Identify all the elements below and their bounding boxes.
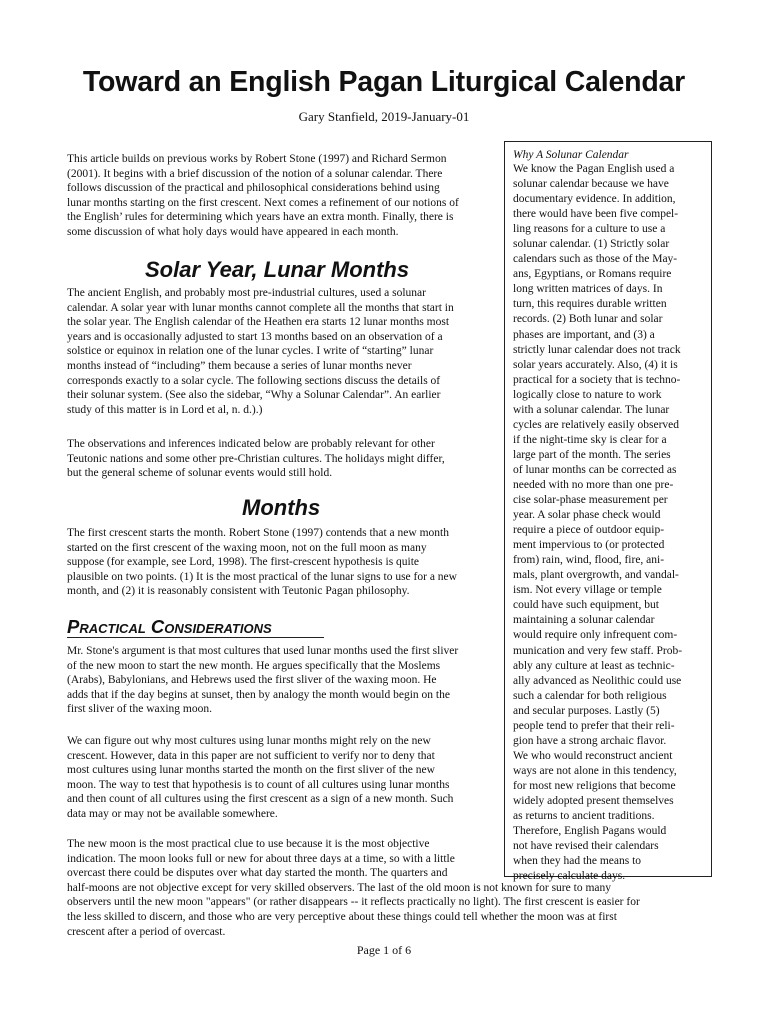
text-line: data may or may not be available somewhere. <box>67 807 278 820</box>
sidebar-line: could have such equipment, but <box>513 599 659 612</box>
text-line: study of this matter is in Lord et al, n. d.).) <box>67 403 263 416</box>
sidebar-line: turn, this requires durable written <box>513 298 667 311</box>
sidebar-line: solar years accurately. Also, (4) it is <box>513 358 678 371</box>
sidebar-line: such a calendar for both religious <box>513 689 667 702</box>
text-line: This article builds on previous works by Robert Stone (1997) and Richard Sermon <box>67 153 447 165</box>
sidebar-line: ism. Not every village or temple <box>513 584 662 597</box>
section-heading-solar-year: Solar Year, Lunar Months <box>145 257 410 282</box>
text-line: some discussion of what holy days would have appeared in each month. <box>67 225 399 238</box>
sidebar-line: with a solunar calendar. The lunar <box>513 403 670 416</box>
text-line: solstice or equinox in relation one of the lunar cycles. I write of “starting” lunar <box>67 345 434 358</box>
text-line: the English’ rules for determining which years have an extra month. Finally, there is <box>67 211 454 224</box>
sidebar-line: We know the Pagan English used a <box>513 163 675 175</box>
text-line: follows discussion of the practical and philosophical considerations behind using <box>67 182 440 195</box>
sidebar-line: We who would reconstruct ancient <box>513 749 673 762</box>
sidebar-line: there would have been five compel- <box>513 208 679 221</box>
text-line: most cultures using lunar months started the month on the first sliver of the new <box>67 764 435 777</box>
intro-paragraph <box>67 152 491 240</box>
text-line: and then count of all cultures using the first crescent as a sign of a new month. Such <box>67 793 454 806</box>
text-line: half-moons are not objective except for very skilled observers. The last of the old moon is not known for sure to many <box>67 881 611 894</box>
sidebar-line: maintaining a solunar calendar <box>513 614 655 627</box>
text-line: their solunar system. (See also the sidebar, “Why a Solunar Calendar”. An earlier <box>67 389 441 402</box>
sidebar-line: records. (2) Both lunar and solar <box>513 313 663 326</box>
practical-paragraph-1 <box>67 644 491 717</box>
sidebar-line: munication and very few staff. Prob- <box>513 644 683 657</box>
sidebar-line: of lunar months can be corrected as <box>513 463 677 476</box>
text-line: The first crescent starts the month. Robert Stone (1997) contends that a new month <box>67 527 449 539</box>
sidebar-line: ling reasons for a culture to use a <box>513 223 666 236</box>
sidebar-line: ally advanced as Neolithic could use <box>513 674 682 687</box>
sidebar-line: for most new religions that become <box>513 779 676 792</box>
sidebar-line: year. A solar phase check would <box>513 509 661 522</box>
text-line: moon. The way to test that hypothesis is to count of all cultures using lunar months <box>67 778 450 791</box>
sidebar-line: large part of the month. The series <box>513 448 671 461</box>
text-line: months instead of “including” them because a series of lunar months never <box>67 359 412 372</box>
sidebar-line: not have revised their calendars <box>513 840 659 853</box>
text-line: month, and (2) it is reasonably consistent with Teutonic Pagan philosophy. <box>67 585 410 598</box>
text-line: crescent. However, data in this paper are not sufficient to verify nor to deny that <box>67 749 435 762</box>
text-line: crescent after a period of overcast. <box>67 925 226 938</box>
sidebar-line: when they had the means to <box>513 855 642 868</box>
text-line: plausible on two points. (1) It is the most practical of the lunar signs to use for a new <box>67 570 457 583</box>
sidebar-line: Therefore, English Pagans would <box>513 825 667 838</box>
sidebar-line: require a piece of outdoor equip- <box>513 524 665 537</box>
text-line: suppose (for example, see Lord, 1998). The first-crescent hypothesis is quite <box>67 556 420 569</box>
heading-underline <box>67 637 324 638</box>
text-line: Mr. Stone's argument is that most cultures that used lunar months used the first sliver <box>67 645 459 657</box>
text-line: (Arabs), Babylonians, and Hebrews used the first sliver of the waxing moon. He <box>67 674 437 687</box>
text-line: indication. The moon looks full or new for about three days at a time, so with a little <box>67 852 455 865</box>
sidebar-line: as returns to ancient traditions. <box>513 810 655 823</box>
sidebar-line: long written matrices of days. In <box>513 283 663 296</box>
text-line: We can figure out why most cultures using lunar months might rely on the new <box>67 735 431 747</box>
sidebar-line: ways are not alone in this tendency, <box>513 764 677 777</box>
text-line: The observations and inferences indicated below are probably relevant for other <box>67 438 435 450</box>
text-line: (2001). It begins with a brief discussion of the notion of a solunar calendar. There <box>67 167 443 180</box>
solar-paragraph-1 <box>67 286 491 417</box>
text-line: the solar year. The English calendar of the Heathen era starts 12 lunar months most <box>67 316 450 329</box>
text-line: first sliver of the waxing moon. <box>67 703 213 716</box>
page-number: Page 1 of 6 <box>356 943 412 957</box>
text-line: The ancient English, and probably most pre-industrial cultures, used a solunar <box>67 287 426 299</box>
sidebar-line: if the night-time sky is clear for a <box>513 433 667 446</box>
sidebar-line: practical for a society that is techno- <box>513 373 681 386</box>
text-line: years and is occasionally adjusted to start 13 months based on an observation of a <box>67 330 443 343</box>
byline: Gary Stanfield, 2019-January-01 <box>298 109 470 124</box>
sidebar-line: solunar calendar because we have <box>513 178 669 191</box>
sidebar-line: documentary evidence. In addition, <box>513 193 676 206</box>
sidebar-line: ably any culture at least as technic- <box>513 659 675 672</box>
solar-paragraph-2 <box>67 437 491 481</box>
sidebar-line: logically close to nature to work <box>513 388 662 401</box>
text-line: of the new moon to start the new month. He argues specifically that the Moslems <box>67 659 441 672</box>
sidebar-line: and secular purposes. Lastly (5) <box>513 704 660 717</box>
sidebar-line: cycles are relatively easily observed <box>513 418 680 431</box>
text-line: lunar months starting on the first crescent. Next comes a refinement of our notions of <box>67 196 459 209</box>
sidebar-line: widely adopted present themselves <box>513 794 674 807</box>
text-line: calendar. A solar year with lunar months cannot complete all the months that start in <box>67 301 454 314</box>
text-line: adds that if the day begins at sunset, then by analogy the month would begin on the <box>67 688 450 701</box>
text-line: observers until the new moon "appears" (or rather disappears -- it reflects practically no light). The first crescent is easier for <box>67 896 640 909</box>
sidebar-line: gion have a strong archaic flavor. <box>513 734 667 747</box>
sidebar-line: needed with no more than one pre- <box>513 478 674 491</box>
sidebar-line: strictly lunar calendar does not track <box>513 343 681 356</box>
section-heading-practical-considerations: Practical Considerations <box>67 616 272 637</box>
text-line: The new moon is the most practical clue to use because it is the most objective <box>67 838 430 850</box>
sidebar-title: Why A Solunar Calendar <box>513 149 629 161</box>
sidebar-line: mals, plant overgrowth, and vandal- <box>513 569 679 582</box>
sidebar-line: would require only infrequent com- <box>513 629 678 642</box>
sidebar-line: ment impervious to (or protected <box>513 539 665 552</box>
text-line: corresponds exactly to a solar cycle. The following sections discuss the details of <box>67 374 441 387</box>
document-title: Toward an English Pagan Liturgical Calendar <box>82 66 686 98</box>
sidebar-line: phases are important, and (3) a <box>513 328 655 341</box>
text-line: started on the first crescent of the waxing moon, not on the full moon as many <box>67 541 427 554</box>
sidebar-line: calendars such as those of the May- <box>513 253 678 266</box>
text-line: overcast there could be disputes over what day started the month. The quarters and <box>67 867 448 880</box>
practical-paragraph-2 <box>67 734 491 822</box>
sidebar-line: people tend to prefer that their reli- <box>513 719 675 732</box>
text-line: but the general scheme of solunar events would still hold. <box>67 467 333 480</box>
sidebar-line: solunar calendar. (1) Strictly solar <box>513 238 670 251</box>
sidebar-body <box>513 162 707 884</box>
sidebar-line: cise solar-phase measurement per <box>513 494 668 507</box>
sidebar-line: precisely calculate days. <box>513 870 626 883</box>
sidebar-line: from) rain, wind, flood, fire, ani- <box>513 554 665 567</box>
text-line: the less skilled to discern, and those who are very perceptive about these things could tell whether the moon was at first <box>67 910 617 923</box>
months-paragraph <box>67 526 491 599</box>
text-line: Teutonic nations and some other pre-Christian cultures. The holidays might differ, <box>67 452 445 465</box>
section-heading-months: Months <box>242 495 321 520</box>
sidebar-line: ans, Egyptians, or Romans require <box>513 268 672 281</box>
